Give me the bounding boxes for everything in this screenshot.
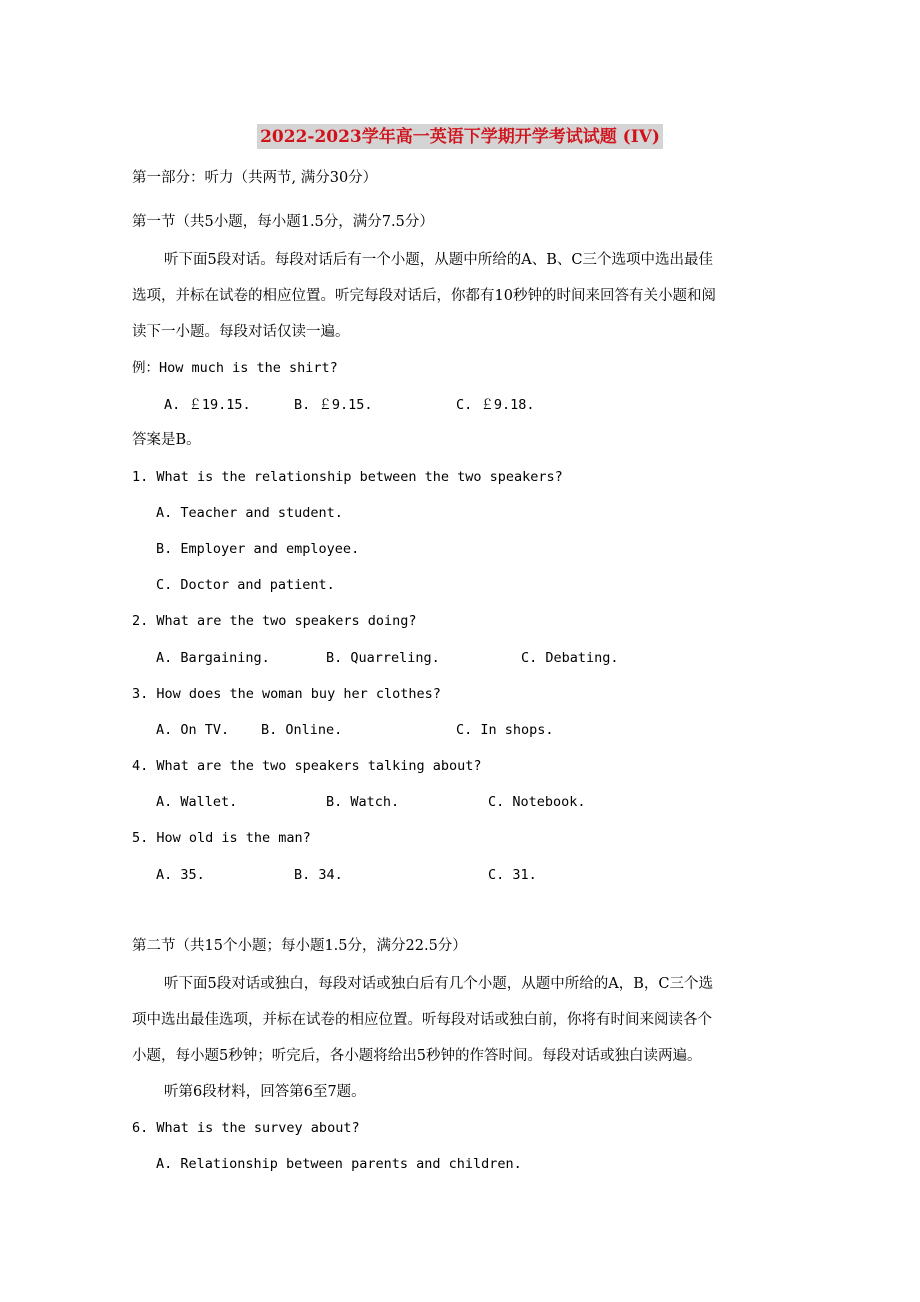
section2-instruction-line-1: 听下面5段对话或独白，每段对话或独白后有几个小题，从题中所给的A，B，C三个选 [164, 976, 713, 992]
question-2-option-a: A. Bargaining. [156, 650, 270, 666]
question-5-option-b: B. 34. [294, 867, 343, 883]
question-5-option-c: C. 31. [488, 867, 537, 883]
document-title-wrap [0, 124, 920, 149]
section2-instruction-line-3: 小题，每小题5秒钟；听完后，各小题将给出5秒钟的作答时间。每段对话或独白读两遍。 [132, 1048, 702, 1064]
question-4-option-c: C. Notebook. [488, 794, 586, 810]
question-4-option-a: A. Wallet. [156, 794, 238, 810]
question-1-option-a: A. Teacher and student. [156, 505, 343, 521]
question-1-option-c: C. Doctor and patient. [156, 577, 335, 593]
question-4-option-b: B. Watch. [326, 794, 400, 810]
question-3-option-b: B. Online. [261, 722, 343, 738]
question-5-option-a: A. 35. [156, 867, 205, 883]
question-6-option-a: A. Relationship between parents and children. [156, 1156, 522, 1172]
example-option-c: C. ￡9.18. [456, 397, 535, 413]
document-title: 2022-2023学年高一英语下学期开学考试试题 (IV) [257, 124, 663, 149]
section2-material-note: 听第6段材料，回答第6至7题。 [164, 1084, 366, 1100]
question-4: 4. What are the two speakers talking about? [132, 758, 482, 774]
section1-instruction-line-3: 读下一小题。每段对话仅读一遍。 [132, 324, 350, 340]
question-2-option-c: C. Debating. [521, 650, 619, 666]
question-3-option-c: C. In shops. [456, 722, 554, 738]
question-6: 6. What is the survey about? [132, 1120, 360, 1136]
question-2-option-b: B. Quarreling. [326, 650, 440, 666]
section1-heading: 第一节（共5小题，每小题1.5分，满分7.5分） [132, 214, 434, 230]
question-2: 2. What are the two speakers doing? [132, 613, 417, 629]
example-question: 例：How much is the shirt? [132, 360, 338, 376]
section2-heading: 第二节（共15个小题；每小题1.5分，满分22.5分） [132, 938, 467, 954]
example-option-b: B. ￡9.15. [294, 397, 373, 413]
question-3: 3. How does the woman buy her clothes? [132, 686, 441, 702]
section2-instruction-line-2: 项中选出最佳选项，并标在试卷的相应位置。听每段对话或独白前，你将有时间来阅读各个 [132, 1012, 712, 1028]
question-3-option-a: A. On TV. [156, 722, 230, 738]
question-5: 5. How old is the man? [132, 830, 311, 846]
part1-heading: 第一部分：听力（共两节, 满分30分） [132, 170, 378, 186]
question-1: 1. What is the relationship between the two speakers? [132, 469, 563, 485]
section1-instruction-line-2: 选项，并标在试卷的相应位置。听完每段对话后，你都有10秒钟的时间来回答有关小题和阅 [132, 288, 716, 304]
example-answer: 答案是B。 [132, 432, 201, 448]
question-1-option-b: B. Employer and employee. [156, 541, 360, 557]
section1-instruction-line-1: 听下面5段对话。每段对话后有一个小题，从题中所给的A、B、C三个选项中选出最佳 [164, 252, 713, 268]
example-option-a: A. ￡19.15. [164, 397, 251, 413]
